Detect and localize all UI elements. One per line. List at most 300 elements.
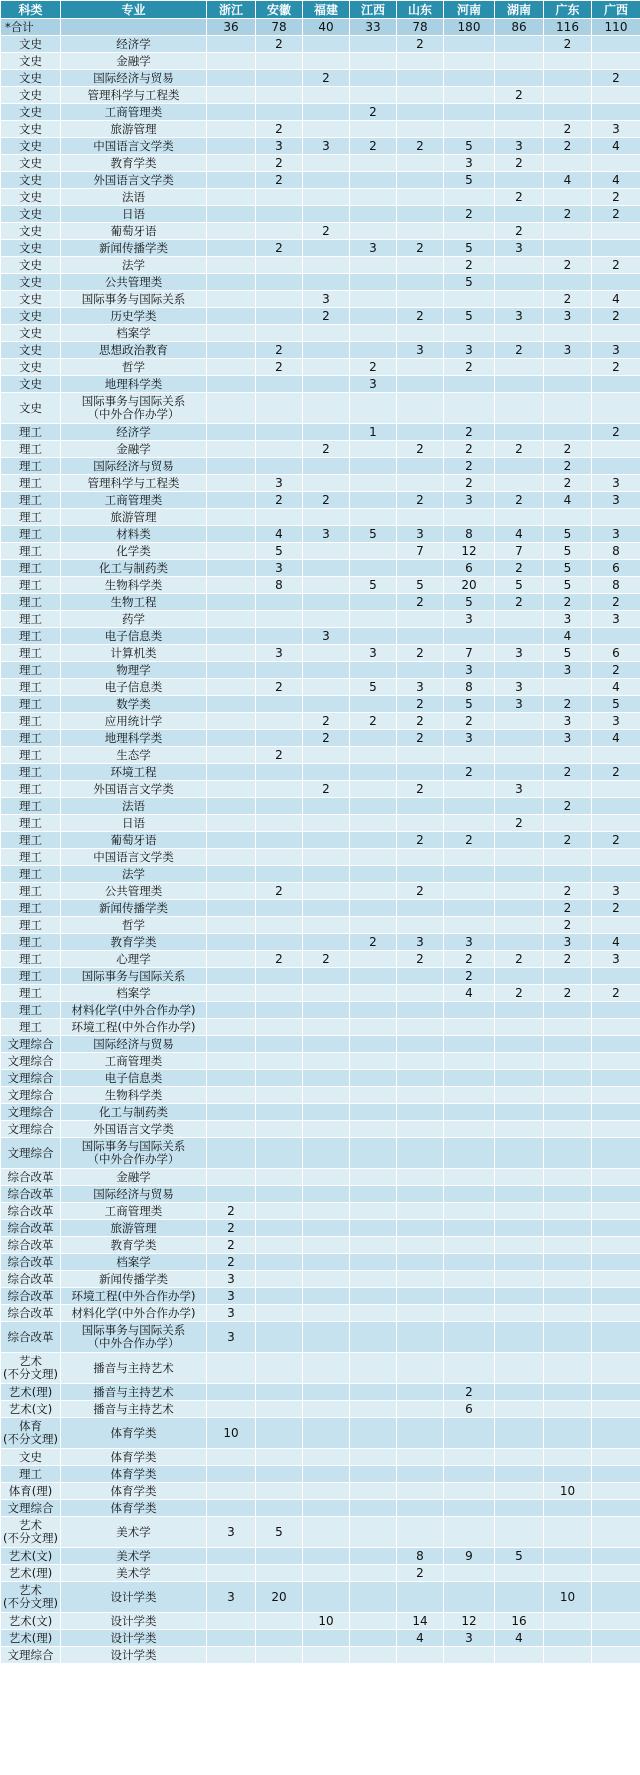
- quota-value-cell: 5: [350, 526, 397, 543]
- quota-value-cell: 3: [495, 240, 544, 257]
- quota-value-cell: [495, 274, 544, 291]
- table-row: [1, 121, 640, 138]
- quota-value-cell: 2: [495, 87, 544, 104]
- quota-value-cell: [303, 393, 350, 424]
- quota-value-cell: [256, 1203, 303, 1220]
- header-province: 河南: [444, 1, 495, 19]
- major-cell: [61, 1186, 207, 1203]
- category-text: 文理综合: [7, 1104, 54, 1119]
- category-text: 艺术: [19, 1354, 42, 1368]
- quota-value-cell: [350, 1418, 397, 1449]
- category-text: 文史: [19, 400, 42, 415]
- category-cell: [1, 138, 61, 155]
- quota-value-cell: 2: [592, 662, 640, 679]
- category-text: 理工: [19, 475, 42, 490]
- table-row: [1, 951, 640, 968]
- quota-value-cell: [444, 1647, 495, 1664]
- table-row: [1, 308, 640, 325]
- category-text: 理工: [19, 645, 42, 660]
- quota-value-cell: [207, 1104, 256, 1121]
- major-text: 教育学类: [110, 934, 157, 949]
- quota-value-cell: 3: [592, 475, 640, 492]
- quota-value-cell: [444, 900, 495, 917]
- quota-value-cell: [303, 696, 350, 713]
- quota-value-cell: [207, 308, 256, 325]
- quota-value-cell: 5: [350, 679, 397, 696]
- major-text: （中外合作办学）: [87, 407, 180, 421]
- quota-value-cell: [303, 1401, 350, 1418]
- major-cell: [61, 1203, 207, 1220]
- quota-value-cell: [397, 1053, 444, 1070]
- table-row: [1, 257, 640, 274]
- major-text: 法学: [122, 866, 145, 881]
- category-cell: [1, 53, 61, 70]
- table-row: [1, 1019, 640, 1036]
- quota-value-cell: 2: [397, 781, 444, 798]
- category-cell: [1, 764, 61, 781]
- category-cell: [1, 189, 61, 206]
- major-cell: [61, 696, 207, 713]
- major-text: 教育学类: [110, 1237, 157, 1252]
- table-row: [1, 36, 640, 53]
- quota-value-cell: 2: [544, 696, 592, 713]
- category-cell: [1, 985, 61, 1002]
- quota-value-cell: [207, 1186, 256, 1203]
- quota-value-cell: [207, 696, 256, 713]
- major-text: （中外合作办学）: [87, 1152, 180, 1166]
- major-text: 外国语言文学类: [93, 781, 174, 796]
- table-row: [1, 849, 640, 866]
- quota-value-cell: [592, 223, 640, 240]
- quota-value-cell: [350, 883, 397, 900]
- quota-value-cell: 2: [350, 359, 397, 376]
- category-text: 理工: [19, 424, 42, 439]
- quota-value-cell: [303, 1305, 350, 1322]
- quota-value-cell: 3: [592, 713, 640, 730]
- quota-value-cell: [207, 1053, 256, 1070]
- category-text: 综合改革: [7, 1288, 54, 1303]
- category-text: 艺术(理): [8, 1565, 53, 1580]
- category-cell: [1, 1036, 61, 1053]
- quota-value-cell: [444, 866, 495, 883]
- table-row: [1, 1254, 640, 1271]
- quota-value-cell: [207, 138, 256, 155]
- quota-value-cell: [256, 376, 303, 393]
- quota-value-cell: 4: [592, 138, 640, 155]
- major-text: 国际经济与贸易: [93, 458, 174, 473]
- quota-value-cell: [444, 1254, 495, 1271]
- quota-value-cell: [397, 849, 444, 866]
- category-text: 艺术(文): [8, 1401, 53, 1416]
- quota-value-cell: [495, 1053, 544, 1070]
- major-text: 旅游管理: [110, 1220, 157, 1235]
- major-text: 外国语言文学类: [93, 1121, 174, 1136]
- quota-value-cell: [256, 1401, 303, 1418]
- quota-value-cell: [303, 342, 350, 359]
- major-text: 心理学: [116, 951, 151, 966]
- table-row: [1, 628, 640, 645]
- quota-value-cell: [207, 172, 256, 189]
- category-text: 艺术: [19, 1583, 42, 1597]
- quota-value-cell: [544, 1384, 592, 1401]
- quota-value-cell: [495, 1305, 544, 1322]
- table-row: [1, 342, 640, 359]
- quota-value-cell: [592, 104, 640, 121]
- quota-value-cell: 3: [495, 308, 544, 325]
- quota-value-cell: [303, 1070, 350, 1087]
- quota-value-cell: [495, 325, 544, 342]
- table-row: [1, 815, 640, 832]
- quota-value-cell: [207, 764, 256, 781]
- major-text: 材料化学(中外合作办学): [71, 1305, 196, 1320]
- quota-value-cell: 2: [444, 458, 495, 475]
- major-cell: [61, 492, 207, 509]
- category-cell: [1, 713, 61, 730]
- quota-value-cell: [592, 917, 640, 934]
- category-text: 综合改革: [7, 1186, 54, 1201]
- major-cell: [61, 900, 207, 917]
- category-cell: [1, 257, 61, 274]
- major-cell: [61, 308, 207, 325]
- quota-value-cell: [495, 832, 544, 849]
- quota-value-cell: 3: [350, 240, 397, 257]
- quota-value-cell: [444, 291, 495, 308]
- quota-value-cell: 3: [592, 342, 640, 359]
- quota-value-cell: [397, 206, 444, 223]
- table-row: [1, 1613, 640, 1630]
- quota-value-cell: [350, 121, 397, 138]
- quota-value-cell: [303, 1237, 350, 1254]
- quota-value-cell: [350, 1254, 397, 1271]
- category-text: 理工: [19, 560, 42, 575]
- header-province: 福建: [303, 1, 350, 19]
- quota-value-cell: [444, 325, 495, 342]
- category-text: 理工: [19, 764, 42, 779]
- quota-value-cell: [397, 1138, 444, 1169]
- quota-value-cell: [256, 730, 303, 747]
- quota-value-cell: [350, 492, 397, 509]
- quota-value-cell: [397, 509, 444, 526]
- quota-value-cell: [256, 424, 303, 441]
- quota-value-cell: [495, 662, 544, 679]
- table-row: [1, 1036, 640, 1053]
- category-cell: [1, 594, 61, 611]
- quota-value-cell: [592, 458, 640, 475]
- major-text: 电子信息类: [104, 628, 163, 643]
- category-text: 理工: [19, 781, 42, 796]
- major-cell: [61, 798, 207, 815]
- quota-value-cell: [444, 1322, 495, 1353]
- quota-value-cell: 2: [207, 1237, 256, 1254]
- quota-value-cell: [350, 1517, 397, 1548]
- quota-value-cell: 2: [495, 189, 544, 206]
- table-row: [1, 883, 640, 900]
- quota-value-cell: 3: [592, 121, 640, 138]
- major-cell: [61, 543, 207, 560]
- category-cell: [1, 376, 61, 393]
- quota-value-cell: [350, 594, 397, 611]
- table-row: [1, 1500, 640, 1517]
- category-cell: [1, 1418, 61, 1449]
- major-cell: [61, 764, 207, 781]
- category-text: 文史: [19, 240, 42, 255]
- quota-value-cell: [397, 1070, 444, 1087]
- quota-value-cell: [207, 475, 256, 492]
- category-cell: [1, 291, 61, 308]
- quota-value-cell: [444, 1186, 495, 1203]
- table-row: [1, 798, 640, 815]
- category-text: 文史: [19, 70, 42, 85]
- category-text: 艺术(文): [8, 1548, 53, 1563]
- quota-value-cell: [350, 1500, 397, 1517]
- quota-value-cell: [592, 1002, 640, 1019]
- quota-value-cell: [303, 917, 350, 934]
- header-province: 山东: [397, 1, 444, 19]
- table-row: [1, 560, 640, 577]
- table-row: [1, 138, 640, 155]
- quota-value-cell: [495, 1070, 544, 1087]
- category-text: 理工: [19, 679, 42, 694]
- major-cell: [61, 1401, 207, 1418]
- quota-value-cell: [303, 1203, 350, 1220]
- total-value-cell: 110: [592, 19, 640, 36]
- quota-value-cell: [444, 1565, 495, 1582]
- category-cell: [1, 662, 61, 679]
- quota-value-cell: [397, 628, 444, 645]
- quota-value-cell: [350, 1384, 397, 1401]
- quota-value-cell: 2: [256, 121, 303, 138]
- category-text: 文史: [19, 359, 42, 374]
- quota-value-cell: [303, 594, 350, 611]
- quota-value-cell: 10: [544, 1483, 592, 1500]
- quota-value-cell: [207, 883, 256, 900]
- quota-value-cell: 2: [444, 764, 495, 781]
- quota-value-cell: [350, 1288, 397, 1305]
- major-cell: [61, 1483, 207, 1500]
- category-cell: [1, 645, 61, 662]
- quota-value-cell: 3: [495, 679, 544, 696]
- quota-value-cell: [207, 1449, 256, 1466]
- table-row: [1, 577, 640, 594]
- quota-value-cell: [207, 104, 256, 121]
- quota-value-cell: [207, 1384, 256, 1401]
- quota-value-cell: [592, 1186, 640, 1203]
- quota-value-cell: [544, 189, 592, 206]
- quota-value-cell: 8: [444, 679, 495, 696]
- quota-value-cell: 2: [495, 342, 544, 359]
- quota-value-cell: [256, 1087, 303, 1104]
- major-text: 法语: [122, 798, 145, 813]
- major-text: 美术学: [116, 1524, 151, 1539]
- quota-value-cell: [592, 441, 640, 458]
- major-cell: [61, 781, 207, 798]
- quota-value-cell: 2: [397, 951, 444, 968]
- major-text: 历史学类: [110, 308, 157, 323]
- quota-value-cell: 2: [544, 985, 592, 1002]
- category-cell: [1, 509, 61, 526]
- quota-value-cell: [207, 458, 256, 475]
- category-text: 文史: [19, 53, 42, 68]
- quota-value-cell: [444, 36, 495, 53]
- quota-value-cell: [592, 1121, 640, 1138]
- quota-value-cell: [303, 53, 350, 70]
- table-row: [1, 1466, 640, 1483]
- quota-value-cell: 2: [444, 713, 495, 730]
- total-value-cell: 116: [544, 19, 592, 36]
- quota-value-cell: 2: [444, 206, 495, 223]
- quota-value-cell: [256, 985, 303, 1002]
- quota-value-cell: [495, 1169, 544, 1186]
- quota-value-cell: 5: [350, 577, 397, 594]
- major-text: 材料化学(中外合作办学): [71, 1002, 196, 1017]
- quota-value-cell: [495, 257, 544, 274]
- total-value-cell: 180: [444, 19, 495, 36]
- quota-value-cell: [592, 1613, 640, 1630]
- quota-value-cell: [495, 1466, 544, 1483]
- quota-value-cell: 14: [397, 1613, 444, 1630]
- quota-value-cell: [256, 53, 303, 70]
- quota-value-cell: [303, 560, 350, 577]
- quota-value-cell: [256, 274, 303, 291]
- quota-value-cell: [397, 1517, 444, 1548]
- quota-value-cell: [303, 866, 350, 883]
- table-row: [1, 1401, 640, 1418]
- quota-value-cell: 2: [495, 492, 544, 509]
- quota-value-cell: [544, 866, 592, 883]
- quota-value-cell: 6: [444, 560, 495, 577]
- category-text: 文史: [19, 291, 42, 306]
- quota-value-cell: [350, 1138, 397, 1169]
- major-cell: [61, 1322, 207, 1353]
- quota-value-cell: [303, 645, 350, 662]
- quota-value-cell: 2: [256, 951, 303, 968]
- table-row: [1, 1087, 640, 1104]
- quota-value-cell: 5: [444, 172, 495, 189]
- quota-value-cell: [350, 458, 397, 475]
- quota-value-cell: [256, 87, 303, 104]
- quota-value-cell: [350, 206, 397, 223]
- quota-value-cell: [350, 1613, 397, 1630]
- quota-value-cell: [256, 104, 303, 121]
- major-cell: [61, 342, 207, 359]
- quota-value-cell: [350, 274, 397, 291]
- quota-value-cell: 2: [592, 206, 640, 223]
- quota-value-cell: [592, 1565, 640, 1582]
- quota-value-cell: [592, 376, 640, 393]
- quota-value-cell: [303, 1019, 350, 1036]
- category-text: 理工: [19, 441, 42, 456]
- quota-value-cell: [592, 1418, 640, 1449]
- quota-value-cell: [207, 1036, 256, 1053]
- quota-value-cell: 5: [544, 543, 592, 560]
- quota-value-cell: 3: [495, 138, 544, 155]
- major-cell: [61, 1449, 207, 1466]
- quota-value-cell: 2: [444, 441, 495, 458]
- quota-value-cell: 8: [444, 526, 495, 543]
- major-text: 新闻传播学类: [99, 240, 168, 255]
- category-text: 理工: [19, 713, 42, 728]
- quota-value-cell: [544, 1271, 592, 1288]
- quota-value-cell: [397, 223, 444, 240]
- quota-value-cell: [444, 1353, 495, 1384]
- quota-value-cell: [397, 968, 444, 985]
- quota-value-cell: [397, 274, 444, 291]
- quota-value-cell: [256, 223, 303, 240]
- major-text: 新闻传播学类: [99, 900, 168, 915]
- quota-value-cell: 3: [592, 883, 640, 900]
- quota-value-cell: 20: [444, 577, 495, 594]
- quota-value-cell: [207, 509, 256, 526]
- quota-value-cell: [544, 223, 592, 240]
- major-text: 生态学: [116, 747, 151, 762]
- quota-value-cell: [303, 274, 350, 291]
- quota-value-cell: [397, 764, 444, 781]
- quota-value-cell: 3: [544, 713, 592, 730]
- major-text: 材料类: [116, 526, 151, 541]
- major-cell: [61, 325, 207, 342]
- quota-value-cell: [495, 1121, 544, 1138]
- quota-value-cell: [256, 509, 303, 526]
- quota-value-cell: [303, 1036, 350, 1053]
- quota-value-cell: [207, 70, 256, 87]
- quota-value-cell: [207, 1353, 256, 1384]
- quota-value-cell: [444, 1019, 495, 1036]
- quota-value-cell: [495, 866, 544, 883]
- table-body: [1, 19, 640, 1664]
- header-row: [1, 1, 640, 19]
- quota-value-cell: 3: [207, 1517, 256, 1548]
- quota-value-cell: [592, 1053, 640, 1070]
- category-cell: [1, 1138, 61, 1169]
- quota-value-cell: 3: [303, 291, 350, 308]
- quota-value-cell: [350, 308, 397, 325]
- quota-value-cell: [397, 1353, 444, 1384]
- quota-value-cell: [303, 1582, 350, 1613]
- category-text: 文史: [19, 325, 42, 340]
- quota-value-cell: 2: [444, 475, 495, 492]
- major-text: 法学: [122, 257, 145, 272]
- quota-value-cell: 2: [303, 951, 350, 968]
- quota-value-cell: [444, 1036, 495, 1053]
- quota-value-cell: [495, 1565, 544, 1582]
- quota-value-cell: 4: [256, 526, 303, 543]
- quota-value-cell: 3: [495, 781, 544, 798]
- quota-value-cell: [444, 1070, 495, 1087]
- quota-value-cell: [544, 1647, 592, 1664]
- quota-value-cell: [350, 781, 397, 798]
- quota-value-cell: 10: [207, 1418, 256, 1449]
- quota-value-cell: [350, 1237, 397, 1254]
- quota-value-cell: [256, 900, 303, 917]
- quota-value-cell: [207, 1483, 256, 1500]
- quota-value-cell: [544, 1053, 592, 1070]
- quota-value-cell: [303, 1548, 350, 1565]
- category-cell: [1, 155, 61, 172]
- quota-value-cell: 3: [397, 342, 444, 359]
- quota-value-cell: 5: [592, 696, 640, 713]
- quota-value-cell: [544, 376, 592, 393]
- major-text: 美术学: [116, 1565, 151, 1580]
- quota-value-cell: 3: [207, 1288, 256, 1305]
- quota-value-cell: [592, 1630, 640, 1647]
- quota-value-cell: [544, 815, 592, 832]
- category-cell: [1, 815, 61, 832]
- quota-value-cell: [397, 1220, 444, 1237]
- quota-value-cell: [397, 376, 444, 393]
- quota-value-cell: 5: [495, 1548, 544, 1565]
- quota-value-cell: [397, 475, 444, 492]
- quota-value-cell: 9: [444, 1548, 495, 1565]
